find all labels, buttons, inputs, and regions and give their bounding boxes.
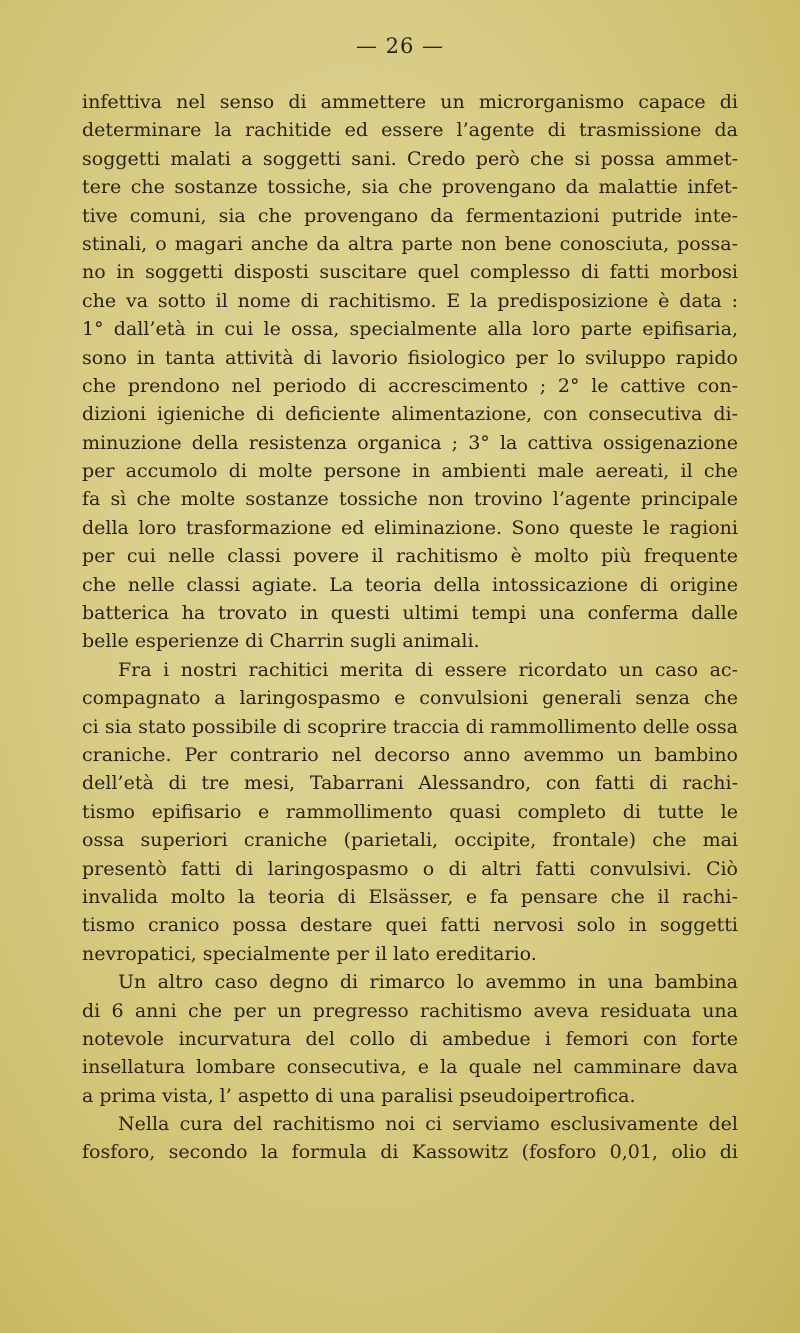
text-line: Nella cura del rachitismo noi ci serviamo esclusivamente del (118, 1113, 738, 1136)
text-line: a prima vista, l’ aspetto di una paralisi pseudoipertrofica. (82, 1084, 636, 1107)
text-line: batterica ha trovato in questi ultimi tempi una conferma dalle (82, 602, 738, 625)
text-line: della loro trasformazione ed eliminazione. Sono queste le ragioni (82, 516, 738, 539)
text-line: nevropatici, specialmente per il lato ereditario. (82, 942, 537, 965)
text-line: sono in tanta attività di lavorio fisiologico per lo sviluppo rapido (82, 346, 738, 369)
text-line: notevole incurvatura del collo di ambedue i femori con forte (82, 1027, 738, 1050)
text-line: invalida molto la teoria di Elsässer, e fa pensare che il rachi- (82, 885, 738, 908)
text-line: tive comuni, sia che provengano da fermentazioni putride inte- (82, 204, 738, 227)
page-number: — 26 — (355, 34, 445, 58)
text-line: tere che sostanze tossiche, sia che provengano da malattie infet- (82, 176, 738, 199)
text-line: di 6 anni che per un pregresso rachitismo aveva residuata una (82, 999, 738, 1022)
text-line: stinali, o magari anche da altra parte non bene conosciuta, possa- (82, 232, 738, 255)
text-line: tismo cranico possa destare quei fatti nervosi solo in soggetti (82, 914, 738, 937)
text-line: per cui nelle classi povere il rachitismo è molto più frequente (82, 545, 738, 568)
text-line: compagnato a laringospasmo e convulsioni generali senza che (82, 687, 738, 710)
text-line: minuzione della resistenza organica ; 3° la cattiva ossigenazione (82, 431, 738, 454)
text-line: ci sia stato possibile di scoprire traccia di rammollimento delle ossa (82, 715, 738, 738)
text-line: presentò fatti di laringospasmo o di altri fatti convulsivi. Ciò (82, 857, 738, 880)
text-line: fosforo, secondo la formula di Kassowitz (fosforo 0,01, olio di (82, 1141, 738, 1164)
text-line: ossa superiori craniche (parietali, occipite, frontale) che mai (82, 829, 738, 852)
text-line: insellatura lombare consecutiva, e la quale nel camminare dava (82, 1056, 738, 1079)
text-line: dell’età di tre mesi, Tabarrani Alessandro, con fatti di rachi- (82, 772, 738, 795)
text-line: 1° dall’età in cui le ossa, specialmente alla loro parte epifisaria, (82, 318, 738, 341)
body-text (82, 88, 738, 1167)
text-line: dizioni igieniche di deficiente alimentazione, con consecutiva di- (82, 403, 738, 426)
text-line: no in soggetti disposti suscitare quel complesso di fatti morbosi (82, 261, 738, 284)
text-line: che nelle classi agiate. La teoria della intossicazione di origine (82, 573, 738, 596)
text-line: infettiva nel senso di ammettere un microrganismo capace di (82, 91, 738, 113)
text-line: soggetti malati a soggetti sani. Credo però che si possa ammet- (82, 147, 738, 170)
text-line: per accumolo di molte persone in ambienti male aereati, il che (82, 460, 738, 483)
text-line: Fra i nostri rachitici merita di essere ricordato un caso ac- (118, 658, 738, 681)
text-line: belle esperienze di Charrin sugli animali. (82, 630, 480, 653)
text-line: Un altro caso degno di rimarco lo avemmo in una bambina (118, 971, 738, 994)
text-line: che prendono nel periodo di accrescimento ; 2° le cattive con- (82, 374, 738, 397)
text-line: che va sotto il nome di rachitismo. E la predisposizione è data : (82, 289, 738, 312)
text-line: craniche. Per contrario nel decorso anno avemmo un bambino (82, 743, 738, 766)
text-line: determinare la rachitide ed essere l’agente di trasmissione da (82, 119, 738, 142)
text-line: fa sì che molte sostanze tossiche non trovino l’agente principale (82, 488, 738, 511)
text-line: tismo epifisario e rammollimento quasi completo di tutte le (82, 800, 738, 823)
